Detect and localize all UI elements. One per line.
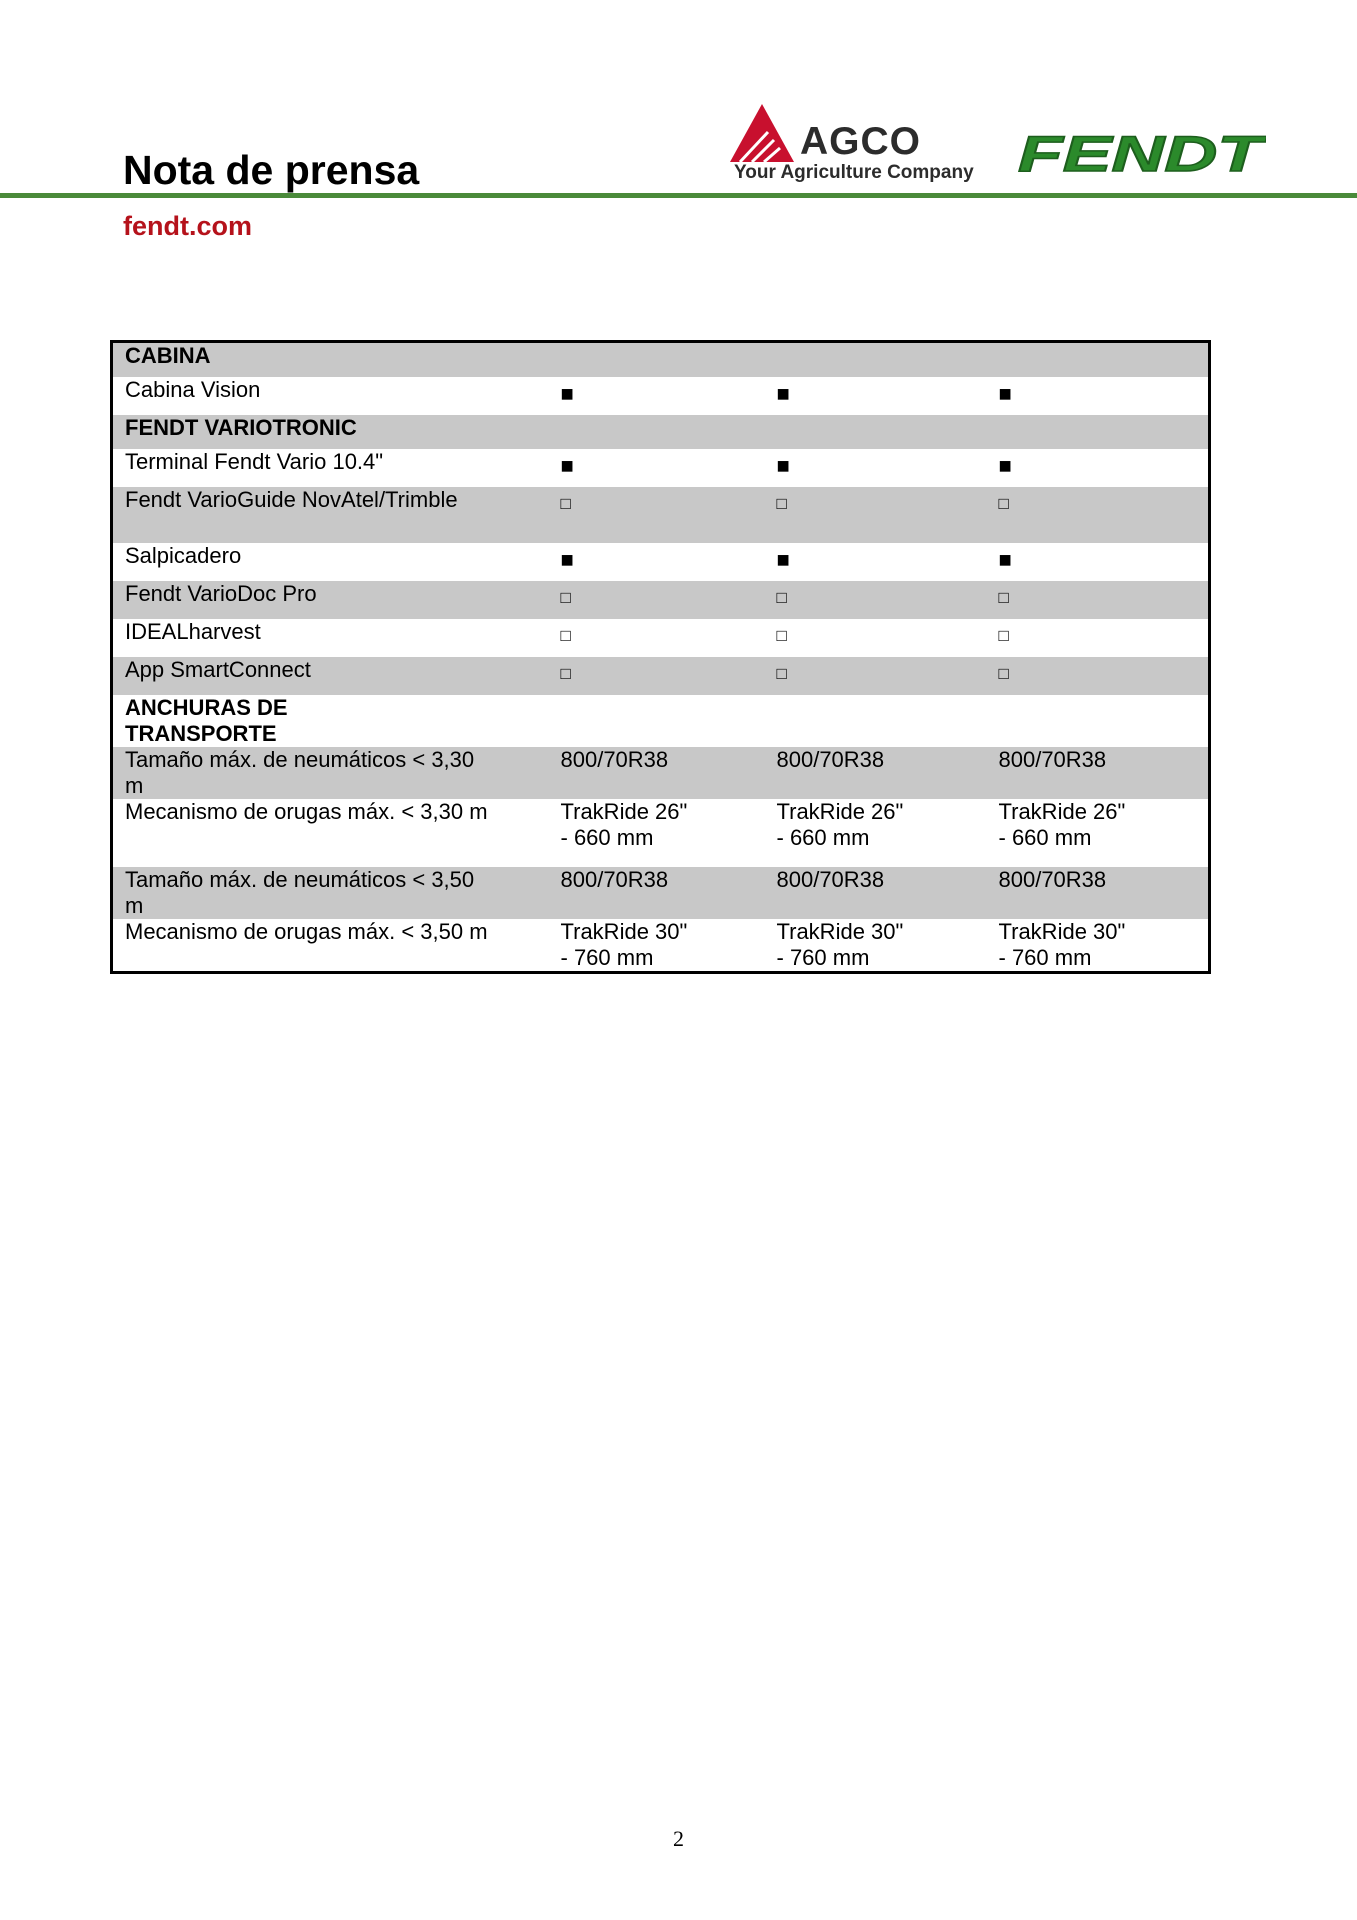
- table-cell: [765, 415, 987, 449]
- row-label: Mecanismo de orugas máx. < 3,30 m: [125, 799, 488, 824]
- table-cell: [765, 342, 987, 378]
- empty-square-icon: □: [549, 657, 765, 695]
- table-cell: TrakRide 26" - 660 mm: [776, 799, 904, 850]
- filled-square-icon: ■: [776, 547, 790, 572]
- table-cell: TrakRide 26" - 660 mm: [560, 799, 688, 850]
- filled-square-icon: ■: [776, 381, 790, 406]
- table-row: [112, 581, 1210, 619]
- empty-square-icon: □: [560, 626, 571, 645]
- table-cell: 800/70R38: [987, 747, 1210, 799]
- section-heading: CABINA: [112, 342, 549, 378]
- empty-square-icon: □: [549, 487, 765, 543]
- fendt-logo-wordmark: FENDT: [1018, 128, 1266, 178]
- table-row: [112, 919, 1210, 973]
- table-cell: [549, 342, 765, 378]
- page-number: 2: [673, 1826, 684, 1851]
- section-heading: FENDT VARIOTRONIC: [112, 415, 549, 449]
- table-row: [112, 619, 1210, 657]
- row-label: Terminal Fendt Vario 10.4": [125, 449, 384, 474]
- row-label: Salpicadero: [125, 543, 242, 568]
- filled-square-icon: ■: [998, 381, 1012, 406]
- table-cell: 800/70R38: [987, 867, 1210, 919]
- empty-square-icon: □: [998, 626, 1009, 645]
- row-label: IDEALharvest: [125, 619, 261, 644]
- agco-tagline: Your Agriculture Company: [734, 162, 974, 183]
- empty-square-icon: □: [765, 657, 987, 695]
- table-cell: 800/70R38: [549, 867, 765, 919]
- table-cell: TrakRide 26" - 660 mm: [998, 799, 1126, 850]
- table-cell: [987, 695, 1210, 747]
- table-cell: [987, 342, 1210, 378]
- table-cell: TrakRide 30" - 760 mm: [998, 919, 1126, 970]
- table-cell: 800/70R38: [549, 747, 765, 799]
- row-label: Cabina Vision: [125, 377, 261, 402]
- table-row: [112, 799, 1210, 867]
- page-title: Nota de prensa: [123, 147, 420, 193]
- empty-square-icon: □: [765, 581, 987, 619]
- table-row: [112, 695, 1210, 747]
- spec-table: [110, 340, 1211, 974]
- header-rule: [0, 193, 1357, 198]
- table-cell: [987, 415, 1210, 449]
- empty-square-icon: □: [987, 487, 1210, 543]
- filled-square-icon: ■: [998, 547, 1012, 572]
- fendt-logo: [1018, 128, 1266, 178]
- filled-square-icon: ■: [776, 453, 790, 478]
- row-label: Tamaño máx. de neumáticos < 3,50 m: [112, 867, 549, 919]
- table-row: [112, 487, 1210, 543]
- table-row: [112, 543, 1210, 581]
- table-cell: TrakRide 30" - 760 mm: [560, 919, 688, 970]
- filled-square-icon: ■: [560, 381, 574, 406]
- agco-triangle-icon: [728, 102, 808, 166]
- table-cell: 800/70R38: [765, 747, 987, 799]
- table-row: [112, 657, 1210, 695]
- filled-square-icon: ■: [998, 453, 1012, 478]
- filled-square-icon: ■: [560, 547, 574, 572]
- row-label: App SmartConnect: [112, 657, 549, 695]
- row-label: Mecanismo de orugas máx. < 3,50 m: [125, 919, 488, 944]
- empty-square-icon: □: [776, 626, 787, 645]
- table-row: [112, 867, 1210, 919]
- table-cell: [765, 695, 987, 747]
- agco-logo: [728, 100, 974, 190]
- table-row: [112, 342, 1210, 378]
- table-row: [112, 377, 1210, 415]
- row-label: Fendt VarioGuide NovAtel/Trimble: [112, 487, 549, 543]
- table-row: [112, 449, 1210, 487]
- table-row: [112, 415, 1210, 449]
- table-cell: [549, 415, 765, 449]
- agco-logo-wordmark: AGCO: [800, 120, 921, 163]
- row-label: Fendt VarioDoc Pro: [112, 581, 549, 619]
- table-cell: [549, 695, 765, 747]
- empty-square-icon: □: [765, 487, 987, 543]
- empty-square-icon: □: [987, 657, 1210, 695]
- row-label: Tamaño máx. de neumáticos < 3,30 m: [112, 747, 549, 799]
- table-cell: 800/70R38: [765, 867, 987, 919]
- website-link[interactable]: fendt.com: [123, 211, 253, 241]
- empty-square-icon: □: [987, 581, 1210, 619]
- table-row: [112, 747, 1210, 799]
- filled-square-icon: ■: [560, 453, 574, 478]
- table-cell: TrakRide 30" - 760 mm: [776, 919, 904, 970]
- section-heading: ANCHURAS DE TRANSPORTE: [125, 695, 288, 746]
- empty-square-icon: □: [549, 581, 765, 619]
